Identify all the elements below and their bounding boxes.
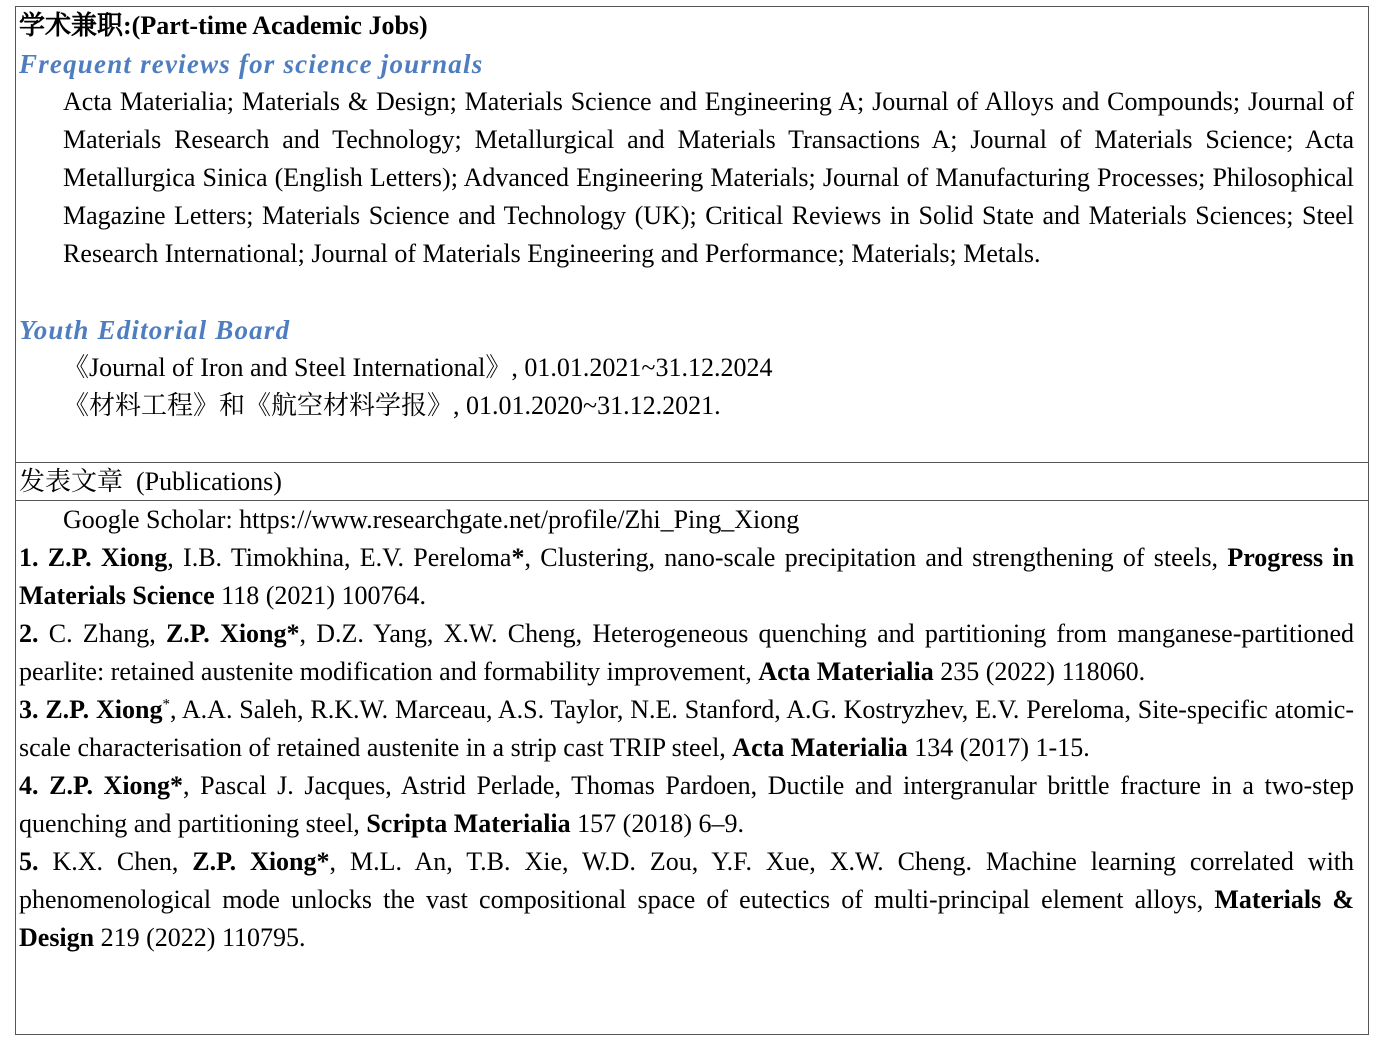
board-item-1: 《Journal of Iron and Steel International》, 01.01.2021~31.12.2024: [63, 353, 773, 382]
jobs-title-en: :(Part-time Academic Jobs): [123, 11, 428, 40]
pub-number: 2.: [19, 619, 39, 648]
pub-authors: , I.B. Timokhina, E.V. Pereloma: [167, 543, 512, 572]
jobs-cell: [15, 6, 1369, 462]
reviews-journal-list: Acta Materialia; Materials & Design; Materials Science and Engineering A; Journal of Alloys and Compounds; Journal of Materials Research and Technology; Metallurgical and Materials Transactions A; Journal of Materials Science; Acta Metallurgica Sinica (English Letters); Advanced Engineering Materials; Journal of Manufacturing Processes; Philosophical Magazine Letters; Materials Science and Technology (UK); Critical Reviews in Solid State and Materials Sciences; Steel Research International; Journal of Materials Engineering and Performance; Materials; Metals.: [63, 87, 1354, 268]
pub-number: 1.: [19, 543, 39, 572]
pub-authors-pre: K.X. Chen,: [38, 847, 193, 876]
publication-item: [19, 843, 1354, 957]
pub-author-self: Z.P. Xiong*: [165, 619, 300, 648]
pub-citation: 235 (2022) 118060.: [933, 657, 1146, 686]
pub-number: 4.: [19, 771, 39, 800]
scholar-link[interactable]: Google Scholar: https://www.researchgate.net/profile/Zhi_Ping_Xiong: [63, 505, 800, 534]
pub-title: , Clustering, nano-scale precipitation and strengthening of steels,: [524, 543, 1228, 572]
pub-number: 3.: [19, 695, 39, 724]
pub-corresponding-mark: *: [162, 696, 170, 713]
cv-table: [15, 6, 1369, 1035]
publication-item: [19, 691, 1354, 767]
pub-authors-title: , D.Z. Yang, X.W. Cheng, Heterogeneous quenching and partitioning from manganese-partitioned pearlite: retained austenite modification and formability improvement,: [19, 619, 1354, 686]
pub-citation: 157 (2018) 6–9.: [570, 809, 744, 838]
pub-journal: Scripta Materialia: [366, 809, 571, 838]
pub-corresponding-mark: *: [511, 543, 525, 572]
jobs-heading: [19, 7, 1354, 45]
pub-journal: Acta Materialia: [732, 733, 908, 762]
pub-journal: Progress in Materials Science: [19, 543, 1355, 610]
publication-item: [19, 615, 1354, 691]
pub-authors-title: , A.A. Saleh, R.K.W. Marceau, A.S. Taylor, N.E. Stanford, A.G. Kostryzhev, E.V. Pereloma, Site-specific atomic-scale characterisation of retained austenite in a strip cast TRIP steel,: [19, 695, 1354, 762]
pub-authors-pre: C. Zhang,: [38, 619, 166, 648]
reviews-heading: Frequent reviews for science journals: [19, 49, 484, 79]
board-item-2: 《材料工程》和《航空材料学报》, 01.01.2020~31.12.2021.: [63, 391, 721, 420]
spacer: [19, 273, 1354, 311]
board-heading: Youth Editorial Board: [19, 315, 291, 345]
jobs-title-cn: 学术兼职: [19, 11, 124, 40]
publications-heading: 发表文章 (Publications): [19, 467, 282, 496]
pub-authors-title: , M.L. An, T.B. Xie, W.D. Zou, Y.F. Xue, X.W. Cheng. Machine learning correlated with phenomenological mode unlocks the vast compositional space of eutectics of multi-principal element alloys,: [19, 847, 1355, 914]
pub-citation: 134 (2017) 1-15.: [907, 733, 1090, 762]
publications-cell: [15, 500, 1369, 1035]
pub-author-self: Z.P. Xiong*: [49, 771, 184, 800]
pub-authors-title: , Pascal J. Jacques, Astrid Perlade, Thomas Pardoen, Ductile and intergranular brittle fracture in a two-step quenching and partitioning steel,: [19, 771, 1355, 838]
pub-citation: 118 (2021) 100764.: [214, 581, 427, 610]
publication-item: [19, 539, 1354, 615]
pub-number: 5.: [19, 847, 39, 876]
publication-item: [19, 767, 1354, 843]
pub-author-self: Z.P. Xiong: [47, 543, 168, 572]
pub-journal: Materials & Design: [19, 885, 1354, 952]
pub-journal: Acta Materialia: [758, 657, 934, 686]
pub-citation: 219 (2022) 110795.: [94, 923, 306, 952]
publications-heading-cell: [15, 462, 1369, 500]
pub-author-self: Z.P. Xiong: [45, 695, 163, 724]
pub-author-self: Z.P. Xiong*: [192, 847, 330, 876]
pub-authors-pre: [39, 771, 50, 800]
